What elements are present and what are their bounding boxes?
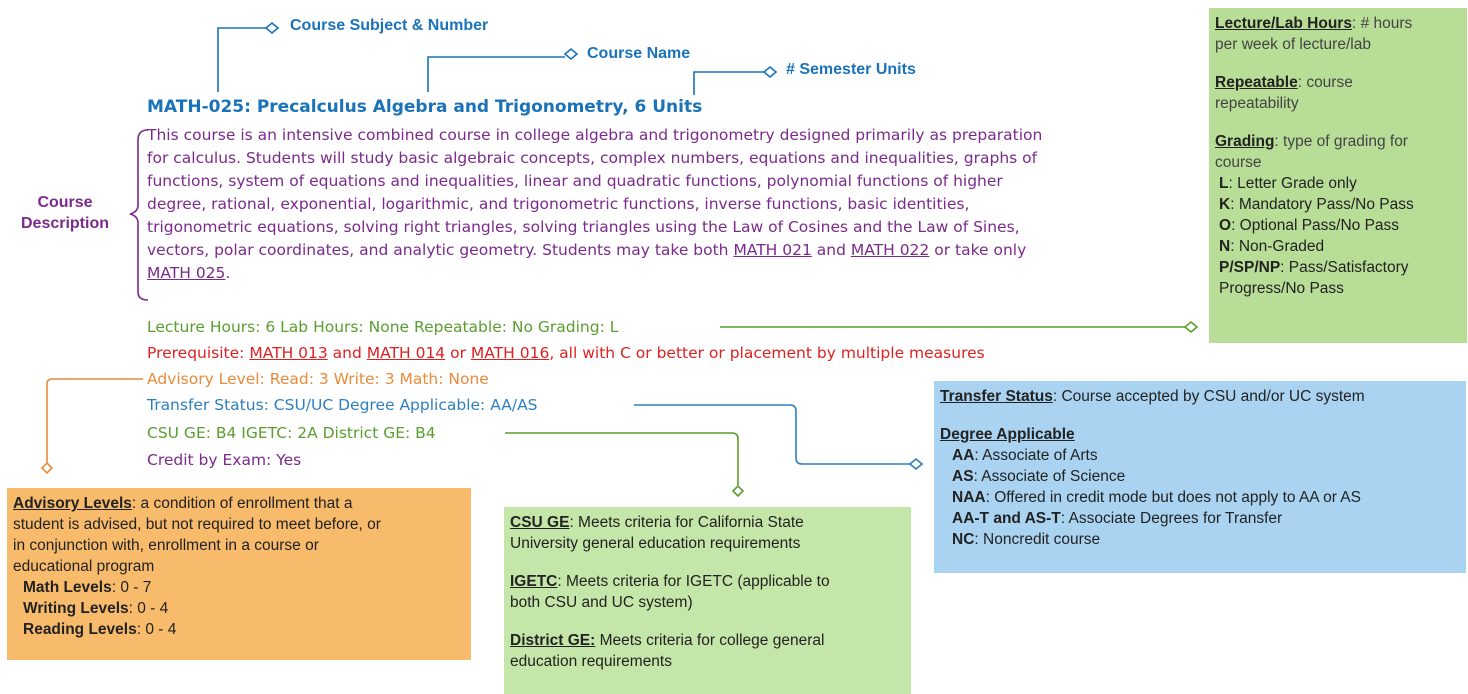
prerequisite-line [147, 342, 985, 365]
math-014-link[interactable]: MATH 014 [366, 344, 446, 362]
advisory-line: Advisory Level: Read: 3 Write: 3 Math: None [147, 370, 489, 388]
hours-line: Lecture Hours: 6 Lab Hours: None Repeatable: No Grading: L [147, 318, 619, 336]
csu-ge-def: CSU GE: Meets criteria for California State [510, 514, 804, 531]
semester-units-callout: # Semester Units [786, 61, 916, 78]
desc-line-1: This course is an intensive combined course in college algebra and trigonometry designed primarily as preparation [147, 126, 1043, 144]
desc-or: or take only [929, 241, 1027, 259]
advisory-connector [47, 379, 143, 463]
units-diamond [764, 67, 776, 77]
repeatable-term: Repeatable [1215, 74, 1298, 91]
math-013-link[interactable]: MATH 013 [249, 344, 328, 362]
igetc-def: IGETC: Meets criteria for IGETC (applicable to [510, 573, 830, 590]
grading-term: Grading [1215, 133, 1275, 150]
course-name-callout: Course Name [587, 45, 691, 62]
level-list [13, 577, 465, 640]
transfer-term: Transfer Status [940, 388, 1053, 405]
desc-and: and [811, 241, 851, 259]
prereq-and: and [327, 344, 367, 362]
course-description-label-2: Description [20, 215, 109, 232]
lecture-term: Lecture/Lab Hours [1215, 15, 1352, 32]
advisory-text-4: educational program [13, 558, 155, 575]
hours-diamond [1185, 322, 1197, 332]
district-ge-term: District GE: [510, 632, 596, 649]
advisory-def: Advisory Levels: a condition of enrollment that a [13, 495, 353, 512]
transfer-text: : Course accepted by CSU and/or UC system [1052, 388, 1365, 405]
advisory-info-box [7, 488, 471, 660]
grade-item-continued: Progress/No Pass [1219, 280, 1344, 297]
subject-connector [218, 28, 266, 92]
grade-item: K: Mandatory Pass/No Pass [1219, 196, 1414, 213]
name-connector [428, 57, 565, 92]
desc-line-6-text: vectors, polar coordinates, and analytic geometry. Students may take both [147, 241, 734, 259]
course-description-callout [6, 192, 124, 234]
igetc-text-2: both CSU and UC system) [510, 594, 693, 611]
math-025-link[interactable]: MATH 025 [147, 264, 226, 282]
units-connector [694, 72, 764, 95]
grade-item: L: Letter Grade only [1219, 175, 1357, 192]
desc-line-5: trigonometric equations, solving right triangles, solving triangles using the Law of Cosines and the Law of Sines, [147, 218, 1020, 236]
prereq-or: or [445, 344, 471, 362]
ge-info-box [504, 507, 911, 694]
credit-line: Credit by Exam: Yes [147, 451, 302, 469]
grading-text-2: course [1215, 154, 1262, 171]
degree-term: Degree Applicable [940, 426, 1075, 443]
advisory-diamond [42, 463, 52, 473]
csu-ge-term: CSU GE [510, 514, 570, 531]
lecture-def [1215, 13, 1461, 34]
prereq-label: Prerequisite: [147, 344, 250, 362]
desc-line-2: for calculus. Students will study basic algebraic concepts, complex numbers, equations and inequalities, graphs of [147, 149, 1038, 167]
level-item: Reading Levels: 0 - 4 [23, 621, 177, 638]
grading-def [1215, 131, 1461, 152]
math-021-link[interactable]: MATH 021 [733, 241, 812, 259]
district-ge-def: District GE: Meets criteria for college general [510, 632, 825, 649]
transfer-diamond [910, 459, 922, 469]
hours-info-box [1209, 8, 1467, 343]
desc-line-3: functions, system of equations and inequalities, linear and quadratic functions, polynomial functions of higher [147, 172, 1003, 190]
lecture-text-1: : # hours [1351, 15, 1413, 32]
course-title: MATH-025: Precalculus Algebra and Trigonometry, 6 Units [147, 97, 703, 117]
transfer-info-box [934, 381, 1466, 573]
level-item: Math Levels: 0 - 7 [23, 579, 152, 596]
ge-line: CSU GE: B4 IGETC: 2A District GE: B4 [147, 424, 436, 442]
transfer-def [940, 386, 1460, 407]
degree-item: NAA: Offered in credit mode but does not apply to AA or AS [952, 489, 1361, 506]
desc-line-6 [147, 239, 1042, 262]
repeatable-def [1215, 72, 1461, 93]
repeatable-text-2: repeatability [1215, 95, 1299, 112]
math-022-link[interactable]: MATH 022 [850, 241, 930, 259]
ge-diamond [733, 486, 743, 496]
csu-ge-text-2: University general education requirements [510, 535, 801, 552]
desc-line-7 [147, 262, 1042, 285]
transfer-line: Transfer Status: CSU/UC Degree Applicable: AA/AS [147, 396, 538, 414]
advisory-text-2: student is advised, but not required to meet before, or [13, 516, 381, 533]
desc-end: . [225, 264, 231, 282]
grade-list [1215, 173, 1461, 299]
grade-item: O: Optional Pass/No Pass [1219, 217, 1400, 234]
advisory-term: Advisory Levels [13, 495, 132, 512]
course-description [147, 124, 1042, 285]
course-description-label-1: Course [37, 194, 93, 211]
repeatable-text-1: : course [1297, 74, 1353, 91]
description-brace [130, 130, 148, 300]
igetc-term: IGETC [510, 573, 558, 590]
degree-item: AS: Associate of Science [952, 468, 1126, 485]
district-ge-text-2: education requirements [510, 653, 672, 670]
grade-item: N: Non-Graded [1219, 238, 1325, 255]
degree-item: AA-T and AS-T: Associate Degrees for Transfer [952, 510, 1283, 527]
grading-text-1: : type of grading for [1274, 133, 1408, 150]
degree-item: AA: Associate of Arts [952, 447, 1098, 464]
transfer-connector [634, 405, 910, 464]
prereq-rest: , all with C or better or placement by multiple measures [549, 344, 985, 362]
degree-item: NC: Noncredit course [952, 531, 1101, 548]
ge-connector [505, 433, 738, 485]
degree-list [940, 445, 1460, 550]
subject-number-callout: Course Subject & Number [290, 17, 489, 34]
name-diamond [565, 49, 577, 59]
grade-item: P/SP/NP: Pass/Satisfactory [1219, 259, 1409, 276]
math-016-link[interactable]: MATH 016 [470, 344, 550, 362]
level-item: Writing Levels: 0 - 4 [23, 600, 169, 617]
advisory-text-3: in conjunction with, enrollment in a course or [13, 537, 319, 554]
subject-diamond [266, 23, 278, 33]
lecture-text-2: per week of lecture/lab [1215, 36, 1371, 53]
desc-line-4: degree, rational, exponential, logarithmic, and trigonometric functions, inverse functions, basic identities, [147, 195, 970, 213]
